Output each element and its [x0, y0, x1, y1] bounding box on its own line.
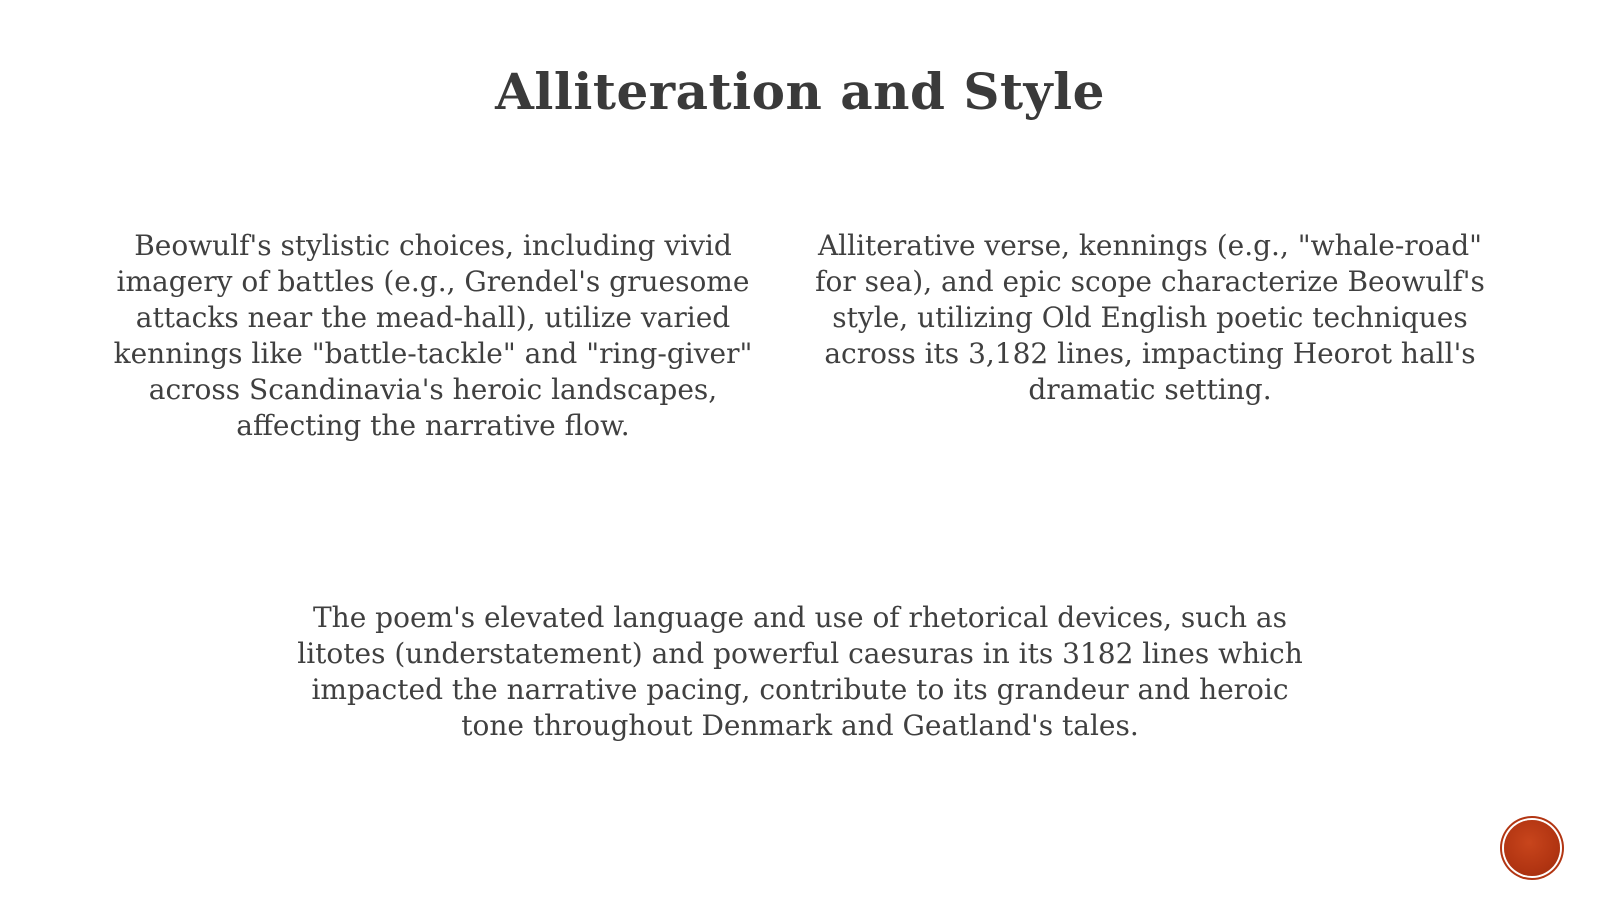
paragraph-stylistic-choices: Beowulf's stylistic choices, including vivid imagery of battles (e.g., Grendel's gruesome attacks near the mead-hall), utilize varied kennings like "battle-tackle" and "ring-giver" across Scandinavia's heroic landscapes, affecting the narrative flow. [113, 229, 753, 442]
slide-title: Alliteration and Style [495, 62, 1105, 121]
circle-nav-button-icon[interactable] [1504, 820, 1560, 876]
nav-button-face [1504, 820, 1560, 876]
paragraph-alliterative-verse: Alliterative verse, kennings (e.g., "whale-road" for sea), and epic scope characterize Beowulf's style, utilizing Old English poetic techniques across its 3,182 lines, impacting Heorot hall's dramatic setting. [815, 229, 1485, 406]
paragraph-elevated-language: The poem's elevated language and use of rhetorical devices, such as litotes (understatement) and powerful caesuras in its 3182 lines which impacted the narrative pacing, contribute to its grandeur and heroic tone throughout Denmark and Geatland's tales. [297, 601, 1303, 742]
